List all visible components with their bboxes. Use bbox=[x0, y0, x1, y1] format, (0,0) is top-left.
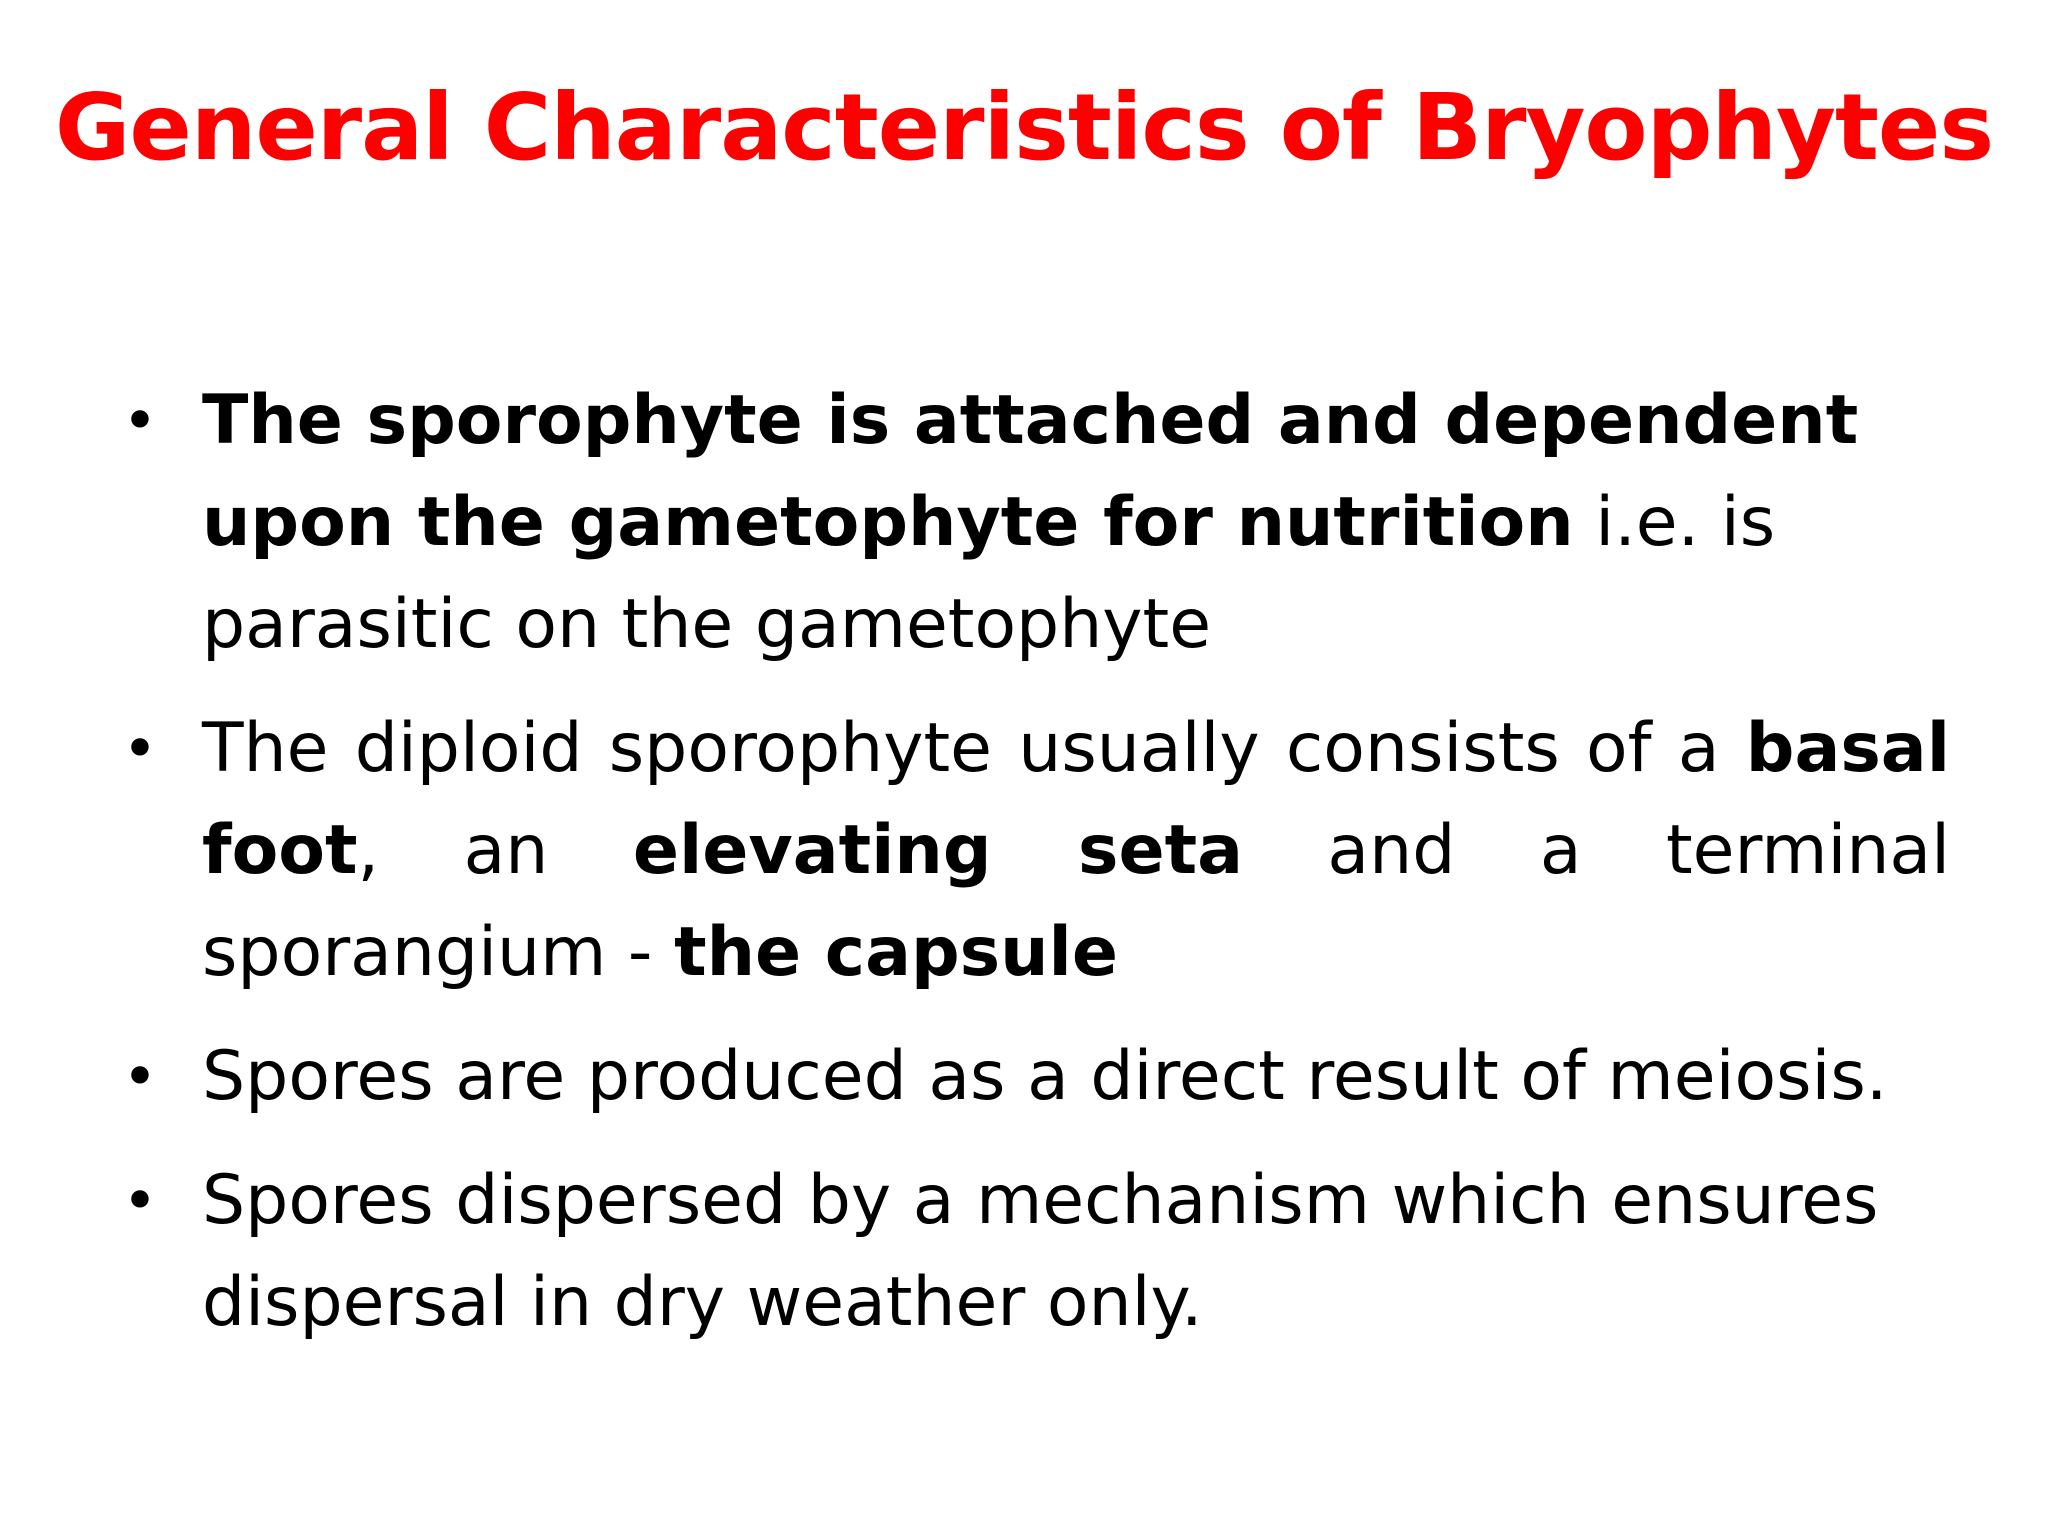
bullet-text bbox=[202, 1026, 1950, 1128]
bold-run: basal foot bbox=[202, 709, 1950, 890]
text-run: i.e. is parasitic on the gametophyte bbox=[202, 483, 1776, 664]
bullet-item-3 bbox=[120, 1026, 1950, 1128]
bold-run: the capsule bbox=[674, 913, 1118, 992]
bullet-item-4 bbox=[120, 1150, 1950, 1354]
bold-run: The sporophyte is attached and dependent upon the gametophyte for nutrition bbox=[202, 381, 1859, 562]
bullet-marker: • bbox=[122, 1042, 158, 1112]
bullet-item-2 bbox=[120, 698, 1950, 1004]
slide-title: General Characteristics of Bryophytes bbox=[54, 74, 1994, 181]
bullet-marker: • bbox=[122, 714, 158, 784]
text-run: The diploid sporophyte usually consists of a bbox=[202, 709, 1746, 788]
bullet-marker: • bbox=[122, 1166, 158, 1236]
bullet-marker: • bbox=[122, 386, 158, 456]
bold-run: elevating seta bbox=[632, 811, 1243, 890]
bullet-text bbox=[202, 698, 1950, 1004]
text-run: Spores dispersed by a mechanism which ensures dispersal in dry weather only. bbox=[202, 1161, 1879, 1342]
text-run: , an bbox=[357, 811, 633, 890]
bullet-text bbox=[202, 1150, 1950, 1354]
bullet-text bbox=[202, 370, 1950, 676]
text-run: Spores are produced as a direct result of meiosis. bbox=[202, 1037, 1888, 1116]
bullet-list bbox=[120, 370, 1950, 1376]
bullet-item-1 bbox=[120, 370, 1950, 676]
text-run: and a terminal sporangium - bbox=[202, 811, 1950, 992]
